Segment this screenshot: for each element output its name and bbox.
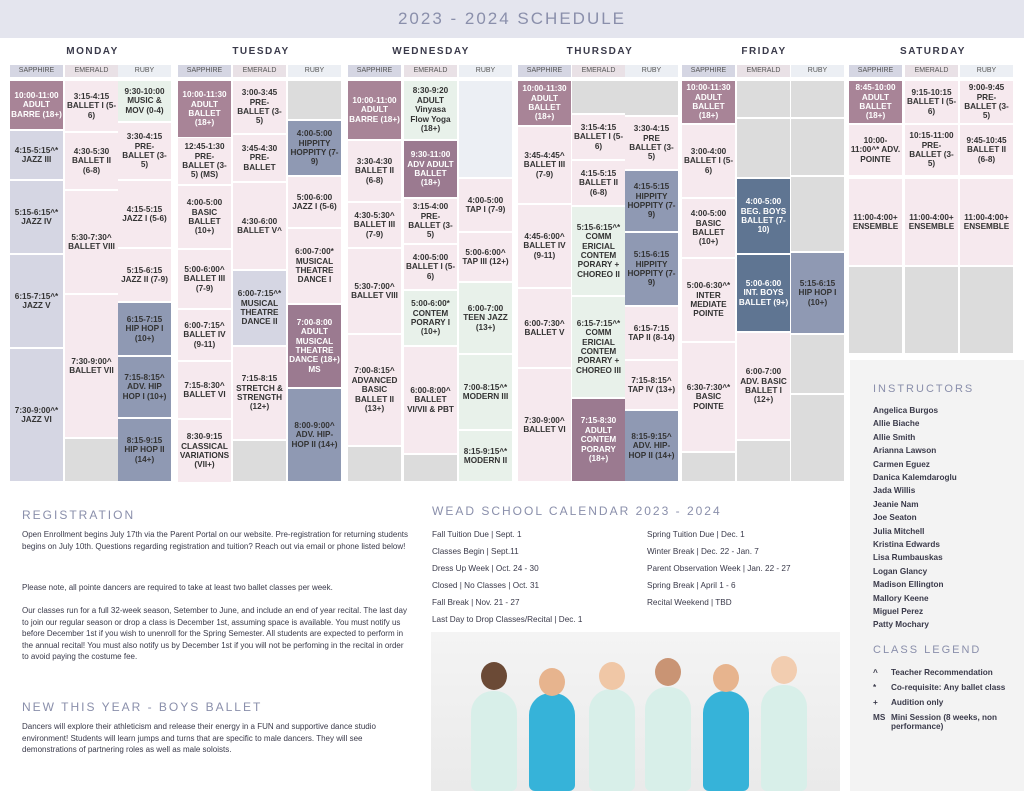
room-header-ruby: RUBY [118,65,171,77]
dancer-head [599,662,625,690]
boys-ballet-para: Dancers will explore their athleticism and release their energy in a FUN and supportive dance studio environment! Students will learn jumps and turns that are specific to male dancers. They will see demonstrations of partnering roles as well as male soloists. [22,722,376,755]
empty-slot [791,395,844,481]
class-cell: 10:00-11:30 ADULT BALLET (18+) [518,81,571,125]
class-cell: 5:15-6:15^* JAZZ IV [10,181,63,253]
empty-slot [233,441,286,481]
class-cell: 4:15-5:15 HIPPITY HOPPITY (7-9) [625,171,678,231]
room-header-emerald: EMERALD [572,65,625,77]
class-cell: 10:00-11:30 ADULT BALLET (18+) [178,81,231,137]
legend-symbol: MS [873,713,886,722]
dancer-figure [703,691,749,791]
empty-slot [682,453,735,481]
instructor-name: Jada Willis [873,486,916,496]
room-header-emerald: EMERALD [905,65,958,77]
class-cell: 6:00-8:00^ BALLET VI/VII & PBT [404,347,457,453]
instructor-name: Mallory Keene [873,593,929,603]
class-cell: 9:15-10:15 BALLET I (5-6) [905,81,958,123]
class-cell: 7:15-8:30^ BALLET VI [178,362,231,418]
class-cell: 5:00-6:00^ BALLET III (7-9) [178,250,231,308]
class-cell: 6:00-7:15^ BALLET IV (9-11) [178,310,231,360]
room-header-sapphire: SAPPHIRE [348,65,401,77]
empty-slot [737,119,790,177]
legend-symbol: * [873,683,877,692]
class-cell: 6:15-7:15^* COMM ERICIAL CONTEM PORARY + CHOREO III [572,297,625,397]
dancer-head [771,656,797,684]
empty-slot [791,81,844,117]
class-cell: 6:00-7:00 ADV. BASIC BALLET I (12+) [737,333,790,439]
class-cell: 3:45-4:45^ BALLET III (7-9) [518,127,571,203]
class-cell: 4:15-5:15^* JAZZ III [10,131,63,179]
class-cell: 7:30-9:00^ BALLET VII [65,295,118,437]
day-saturday: SATURDAY [900,46,966,57]
room-header-sapphire: SAPPHIRE [518,65,571,77]
calendar-item: Dress Up Week | Oct. 24 - 30 [432,564,539,573]
instructor-name: Carmen Eguez [873,459,930,469]
empty-slot [348,447,401,481]
class-cell: 6:15-7:15 TAP II (8-14) [625,307,678,359]
instructor-name: Allie Smith [873,432,916,442]
calendar-item: Fall Tuition Due | Sept. 1 [432,530,522,539]
empty-slot [572,81,625,113]
class-cell: 3:15-4:15 BALLET I (5-6) [572,115,625,159]
class-cell: 11:00-4:00+ ENSEMBLE [960,179,1013,265]
class-cell: 7:15-8:15^ ADV. HIP HOP I (10+) [118,357,171,417]
instructor-name: Patty Mochary [873,620,929,630]
room-header-sapphire: SAPPHIRE [178,65,231,77]
calendar-item: Classes Begin | Sept.11 [432,547,519,556]
class-cell: 5:30-7:30^ BALLET VIII [65,191,118,293]
class-cell: 5:00-6:00^ TAP III (12+) [459,233,512,281]
room-header-emerald: EMERALD [737,65,790,77]
instructor-name: Arianna Lawson [873,446,937,456]
class-cell: 5:30-7:00^ BALLET VIII [348,249,401,333]
class-cell: 4:00-5:00 BASIC BALLET (10+) [178,186,231,248]
class-cell: 8:15-9:15^ ADV. HIP-HOP II (14+) [625,411,678,481]
room-header-ruby: RUBY [791,65,844,77]
day-monday: MONDAY [66,46,119,57]
class-cell: 7:15-8:30 ADULT CONTEM PORARY (18+) [572,399,625,481]
class-cell: 4:00-5:00 HIPPITY HOPPITY (7-9) [288,121,341,175]
class-cell: 10:00-11:00 ADULT BARRE (18+) [348,81,401,139]
class-cell: 4:30-6:00 BALLET V^ [233,183,286,269]
instructor-name: Miguel Perez [873,607,924,616]
registration-para-1: Open Enrollment begins July 17th via the Parent Portal on our website. Pre-registration for returning students begins on July 10th. Questions regarding registration and tuition? Reach out via email or phone listed below! [22,530,408,551]
empty-slot [791,119,844,175]
class-cell: 6:00-7:15^* MUSICAL THEATRE DANCE II [233,271,286,345]
room-header-ruby: RUBY [459,65,512,77]
calendar-heading: WEAD SCHOOL CALENDAR 2023 - 2024 [432,504,722,518]
room-header-sapphire: SAPPHIRE [682,65,735,77]
class-cell: 11:00-4:00+ ENSEMBLE [905,179,958,265]
dancer-head [655,658,681,686]
empty-slot [849,267,902,353]
class-cell: 9:00-9:45 PRE-BALLET (3-5) [960,81,1013,123]
calendar-item: Spring Break | April 1 - 6 [647,581,736,590]
empty-slot [737,441,790,481]
class-cell: 7:00-8:00 ADULT MUSICAL THEATRE DANCE (18+) MS [288,305,341,387]
class-cell: 8:15-9:15^* MODERN II [459,431,512,481]
class-cell: 12:45-1:30 PRE-BALLET (3-5) (MS) [178,138,231,184]
calendar-item: Winter Break | Dec. 22 - Jan. 7 [647,547,759,556]
empty-slot [65,439,118,481]
class-cell: 5:00-6:00 JAZZ I (5-6) [288,177,341,227]
class-cell: 5:15-6:15 HIPPITY HOPPITY (7-9) [625,233,678,305]
class-cell: 7:30-9:00^ BALLET VI [518,369,571,481]
room-header-ruby: RUBY [625,65,678,77]
class-cell: 9:30-10:00 MUSIC & MOV (0-4) [118,81,171,121]
page-title: 2023 - 2024 SCHEDULE [397,9,627,28]
empty-slot [905,267,958,353]
calendar-item: Recital Weekend | TBD [647,598,732,607]
instructor-name: Madison Ellington [873,580,944,590]
class-cell: 10:00-11:30 ADULT BALLET (18+) [682,81,735,123]
instructor-name: Jeanie Nam [873,499,919,509]
calendar-item: Parent Observation Week | Jan. 22 - 27 [647,564,791,573]
instructor-name: Joe Seaton [873,513,917,523]
room-header-emerald: EMERALD [65,65,118,77]
day-friday: FRIDAY [741,46,787,57]
calendar-item: Fall Break | Nov. 21 - 27 [432,598,520,607]
instructor-name: Danica Kalemdaroglu [873,473,957,482]
legend-text: Teacher Recommendation [891,668,993,677]
dancers-photo [431,632,840,791]
class-cell: 8:00-9:00^ ADV. HIP-HOP II (14+) [288,389,341,481]
instructor-name: Logan Glancy [873,566,928,576]
instructor-name: Angelica Burgos [873,406,939,415]
room-header-emerald: EMERALD [233,65,286,77]
dancer-head [713,664,739,692]
dancer-figure [471,691,517,791]
class-cell: 3:00-3:45 PRE-BALLET (3-5) [233,81,286,133]
room-header-ruby: RUBY [288,65,341,77]
class-cell: 3:30-4:30 BALLET II (6-8) [348,141,401,201]
dancer-head [539,668,565,696]
registration-heading: REGISTRATION [22,508,136,522]
room-header-sapphire: SAPPHIRE [10,65,63,77]
page-header [0,0,1024,38]
class-cell: 9:30-11:00 ADV ADULT BALLET (18+) [404,141,457,197]
dancer-head [481,662,507,690]
class-cell: 7:00-8:15^* MODERN III [459,355,512,429]
class-cell: 6:30-7:30^* BASIC POINTE [682,343,735,451]
dancer-figure [529,693,575,791]
registration-para-2: Please note, all pointe dancers are required to take at least two ballet classes per week. [22,583,333,592]
dancer-figure [761,685,807,791]
class-cell: 7:15-8:15 STRETCH & STRENGTH (12+) [233,347,286,439]
calendar-item: Last Day to Drop Classes/Recital | Dec. 1 [432,615,583,624]
instructor-name: Kristina Edwards [873,540,940,549]
class-cell: 4:30-5:30^ BALLET III (7-9) [348,203,401,247]
empty-slot [625,81,678,115]
class-cell: 5:15-6:15 HIP HOP I (10+) [791,253,844,333]
empty-slot [960,267,1013,353]
class-cell: 5:00-6:00* CONTEM PORARY I (10+) [404,291,457,345]
day-thursday: THURSDAY [566,46,634,57]
class-cell: 7:15-8:15^ TAP IV (13+) [625,361,678,409]
legend-text: Co-requisite: Any ballet class [891,683,1006,692]
class-cell: 6:15-7:15^* JAZZ V [10,255,63,347]
class-cell: 6:00-7:00* MUSICAL THEATRE DANCE I [288,229,341,303]
room-header-sapphire: SAPPHIRE [849,65,902,77]
class-cell: 9:45-10:45 BALLET II (6-8) [960,125,1013,175]
empty-slot [737,81,790,117]
legend-symbol: + [873,698,878,707]
class-cell: 4:00-5:00 TAP I (7-9) [459,179,512,231]
class-cell: 8:30-9:15 CLASSICAL VARIATIONS (VII+) [178,420,231,482]
legend-heading: CLASS LEGEND [873,644,982,656]
dancer-figure [589,689,635,791]
class-cell: 4:00-5:00 BASIC BALLET (10+) [682,199,735,257]
class-cell: 5:15-6:15^* COMM ERICIAL CONTEM PORARY + CHOREO II [572,207,625,295]
instructor-name: Julia Mitchell [873,526,925,536]
class-cell: 6:00-7:30^ BALLET V [518,289,571,367]
class-cell: 5:00-6:00 INT. BOYS BALLET (9+) [737,255,790,331]
class-cell: 4:45-6:00^ BALLET IV (9-11) [518,205,571,287]
class-cell: 10:00-11:00^* ADV. POINTE [849,125,902,175]
class-cell: 4:00-5:00 BALLET I (5-6) [404,245,457,289]
class-cell: 8:30-9:20 ADULT Vinyasa Flow Yoga (18+) [404,81,457,139]
calendar-item: Closed | No Classes | Oct. 31 [432,581,540,590]
empty-slot [459,81,512,177]
day-tuesday: TUESDAY [232,46,290,57]
class-cell: 6:15-7:15 HIP HOP I (10+) [118,303,171,355]
instructor-name: Allie Biache [873,419,920,429]
empty-slot [791,177,844,251]
room-header-emerald: EMERALD [404,65,457,77]
registration-para-3: Our classes run for a full 32-week season, Setember to June, and include an end of year recital. The last day to join our regular season or drop a class is December 1st, assuming space is available. You must notify us before December 1st if you wish to unenroll for the Spring Semester. All students are expected to perform in the annual recital! You must also notify us by December 1st if you will not be perfoming in the recital in order to avoid paying the costume fee. [22,606,407,662]
class-cell: 4:00-5:00 BEG. BOYS BALLET (7-10) [737,179,790,253]
instructor-name: Lisa Rumbauskas [873,553,943,563]
class-cell: 11:00-4:00+ ENSEMBLE [849,179,902,265]
class-cell: 3:00-4:00 BALLET I (5-6) [682,125,735,197]
day-wednesday: WEDNESDAY [392,46,470,57]
class-cell: 5:00-6:30^* INTER MEDIATE POINTE [682,259,735,341]
empty-slot [288,81,341,119]
class-cell: 4:15-5:15 BALLET II (6-8) [572,161,625,205]
class-cell: 7:30-9:00^* JAZZ VI [10,349,63,481]
class-cell: 6:00-7:00 TEEN JAZZ (13+) [459,283,512,353]
empty-slot [791,335,844,393]
room-header-ruby: RUBY [960,65,1013,77]
dancer-figure [645,687,691,791]
boys-ballet-heading: NEW THIS YEAR - BOYS BALLET [22,700,263,714]
class-cell: 7:00-8:15^ ADVANCED BASIC BALLET II (13+) [348,335,401,445]
instructors-heading: INSTRUCTORS [873,383,975,395]
class-cell: 3:30-4:15 PRE BALLET (3-5) [625,117,678,169]
class-cell: 3:45-4:30 PRE-BALLET [233,135,286,181]
class-cell: 8:45-10:00 ADULT BALLET (18+) [849,81,902,123]
legend-symbol: ^ [873,668,878,677]
class-cell: 10:15-11:00 PRE-BALLET (3-5) [905,125,958,175]
class-cell: 8:15-9:15 HIP HOP II (14+) [118,419,171,481]
class-cell: 4:30-5:30 BALLET II (6-8) [65,133,118,189]
class-cell: 3:15-4:15 BALLET I (5-6) [65,81,118,131]
calendar-item: Spring Tuition Due | Dec. 1 [647,530,745,539]
legend-text: Mini Session (8 weeks, non performance) [891,713,998,731]
class-cell: 5:15-6:15 JAZZ II (7-9) [118,249,171,301]
class-cell: 4:15-5:15 JAZZ I (5-6) [118,181,171,247]
legend-text: Audition only [891,698,944,707]
class-cell: 10:00-11:00 ADULT BARRE (18+) [10,81,63,129]
empty-slot [404,455,457,481]
class-cell: 3:15-4:00 PRE-BALLET (3-5) [404,199,457,243]
class-cell: 3:30-4:15 PRE-BALLET (3-5) [118,123,171,179]
